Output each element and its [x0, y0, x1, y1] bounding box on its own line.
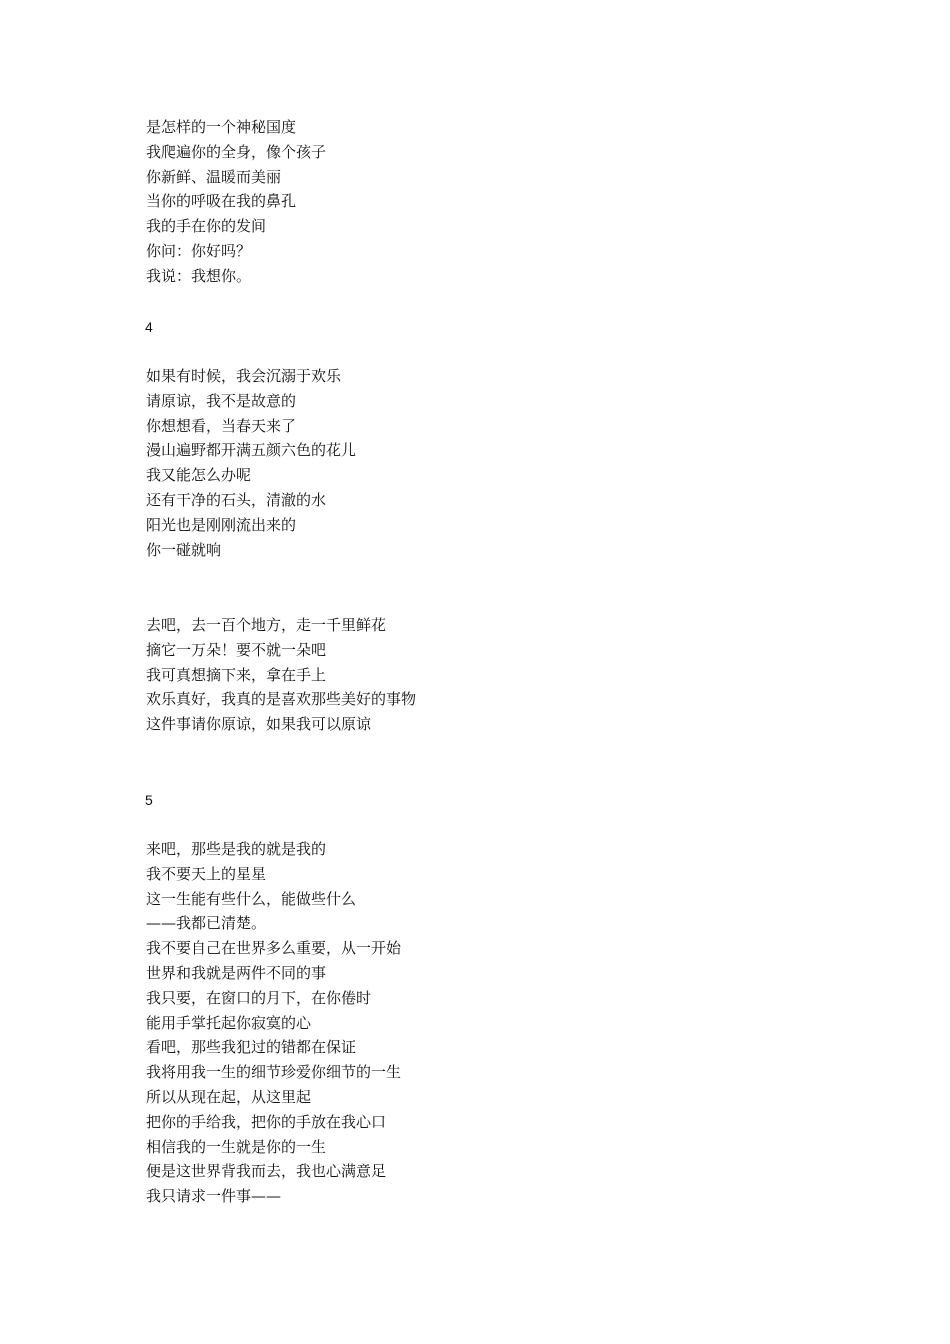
poem-line: 我说：我想你。 — [146, 266, 252, 285]
poem-line: 便是这世界背我而去，我也心满意足 — [146, 1162, 387, 1181]
poem-line: 相信我的一生就是你的一生 — [146, 1137, 327, 1156]
poem-line: 请原谅，我不是故意的 — [146, 391, 297, 410]
poem-line: 如果有时候，我会沉溺于欢乐 — [146, 367, 342, 385]
stanza-a — [146, 115, 846, 289]
poem-line: 你新鲜、温暖而美丽 — [146, 167, 282, 186]
poem-line: 看吧，那些我犯过的错都在保证 — [146, 1038, 357, 1057]
poem-line: 摘它一万朵！要不就一朵吧 — [146, 640, 327, 659]
section-number-4: 4 — [145, 319, 153, 335]
poem-line: 能用手掌托起你寂寞的心 — [146, 1013, 312, 1032]
poem-line: 我只要，在窗口的月下，在你倦时 — [146, 988, 372, 1007]
poem-line: 我的手在你的发间 — [146, 217, 267, 236]
poem-line: 我只请求一件事—— — [146, 1187, 282, 1206]
stanza-d — [146, 837, 846, 1209]
poem-line: 我爬遍你的全身，像个孩子 — [146, 142, 327, 161]
poem-line: 把你的手给我，把你的手放在我心口 — [146, 1112, 387, 1131]
poem-line: 我又能怎么办呢 — [146, 466, 252, 485]
poem-line: 阳光也是刚刚流出来的 — [146, 515, 297, 534]
poem-line: 我不要天上的星星 — [146, 864, 267, 883]
poem-line: 我可真想摘下来，拿在手上 — [146, 665, 327, 684]
poem-line: 我将用我一生的细节珍爱你细节的一生 — [146, 1063, 402, 1082]
poem-line: 你问：你好吗？ — [146, 241, 252, 260]
poem-line: 是怎样的一个神秘国度 — [146, 118, 297, 136]
poem-line: 这件事请你原谅，如果我可以原谅 — [146, 715, 372, 734]
poem-line: 欢乐真好，我真的是喜欢那些美好的事物 — [146, 690, 417, 709]
poem-line: 当你的呼吸在我的鼻孔 — [146, 192, 297, 211]
poem-line: 去吧，去一百个地方，走一千里鲜花 — [146, 616, 387, 634]
poem-line: 你想想看，当春天来了 — [146, 416, 297, 435]
poem-line: ——我都已清楚。 — [146, 914, 267, 933]
poem-line: 漫山遍野都开满五颜六色的花儿 — [146, 441, 357, 460]
poem-line: 来吧，那些是我的就是我的 — [146, 840, 327, 858]
poem-line: 所以从现在起，从这里起 — [146, 1087, 312, 1106]
stanza-c — [146, 613, 846, 737]
poem-line: 这一生能有些什么，能做些什么 — [146, 889, 357, 908]
poem-line: 我不要自己在世界多么重要，从一开始 — [146, 939, 402, 958]
poem-line: 世界和我就是两件不同的事 — [146, 963, 327, 982]
section-number-5: 5 — [145, 792, 153, 808]
stanza-b — [146, 364, 846, 562]
poem-line: 还有干净的石头，清澈的水 — [146, 490, 327, 509]
poem-line: 你一碰就响 — [146, 540, 222, 559]
